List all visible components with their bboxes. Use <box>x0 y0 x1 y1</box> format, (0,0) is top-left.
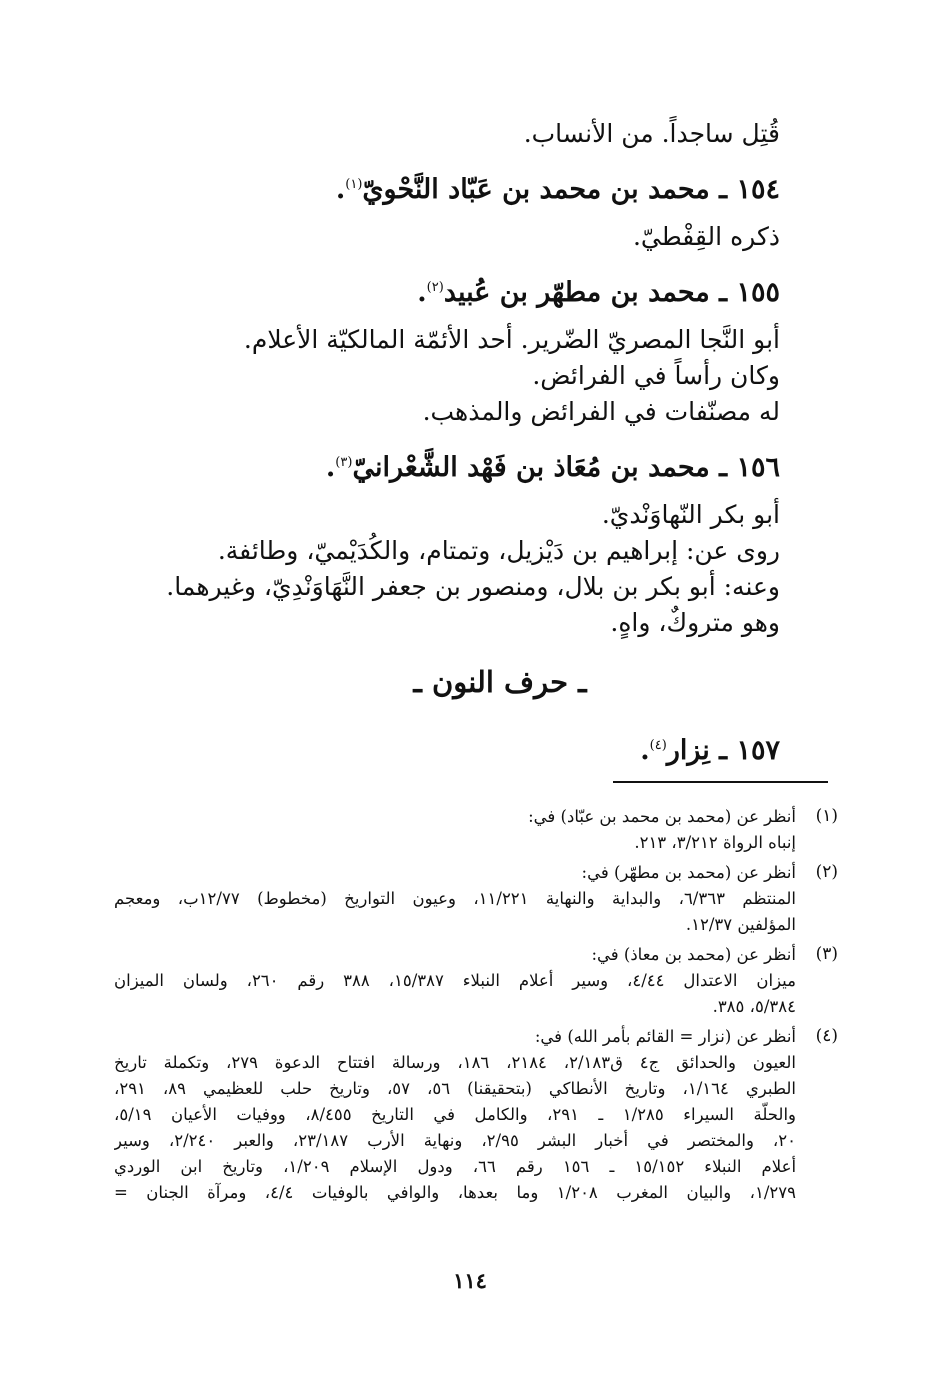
entry-number: ١٥٦ <box>736 452 780 483</box>
entry-name: محمد بن مطهّر بن عُبيد <box>443 277 710 308</box>
text-line: أبو بكر النّهاوَنْديّ. <box>601 500 780 529</box>
entry-name: محمد بن مُعَاذ بن فَهْد الشَّعْرانيّ <box>352 452 710 483</box>
entry-name: محمد بن محمد بن عَبّاد النَّحْويّ <box>362 174 710 205</box>
entry-name: نِزار <box>666 735 710 766</box>
page-number: ١١٤ <box>453 1268 487 1293</box>
text-line: أبو النَّجا المصريّ الضّرير. أحد الأئمّة المالكيّة الأعلام. <box>243 325 780 354</box>
footnote-line: أنظر عن (محمد بن معاذ) في: <box>591 945 796 964</box>
text-line: روى عن: إبراهيم بن دَيْزيل، وتمتام، والكُدَيْميّ، وطائفة. <box>217 536 780 565</box>
text-line: قُتِل ساجداً. من الأنساب. <box>523 119 780 148</box>
footnote-ref[interactable]: (١) <box>345 177 363 192</box>
footnote-number: (١) <box>815 806 838 826</box>
footnote-ref[interactable]: (٢) <box>426 280 444 295</box>
footnote-line: المؤلفين ١٢/٣٧. <box>685 915 796 934</box>
footnote-2 <box>114 860 836 938</box>
entry-number: ١٥٤ <box>736 174 780 205</box>
text-line: وعنه: أبو بكر بن بلال، ومنصور بن جعفر النَّهَاوَنْدِيّ، وغيرهما. <box>166 572 780 601</box>
footnote-ref[interactable]: (٣) <box>335 455 353 470</box>
footnote-1 <box>114 804 836 856</box>
footnote-line: ٢٠، والمختصر في أخبار البشر ٢/٩٥، ونهاية الأرب ٢٣/١٨٧، والعبر ٢/٢٤٠، وسير <box>114 1131 796 1150</box>
footnote-number: (٢) <box>815 862 838 882</box>
footnote-line: المنتظم ٦/٣٦٣، والبداية والنهاية ١١/٢٢١، وعيون التواريخ (مخطوط) ١٢/٧٧ب، ومعجم <box>114 889 796 908</box>
footnote-4 <box>114 1024 836 1206</box>
footnote-line: أنظر عن (نزار = القائم بأمر الله) في: <box>534 1027 796 1046</box>
text-line: وكان رأساً في الفرائض. <box>532 361 780 390</box>
text-line: وهو متروكٌ، واهٍ. <box>610 608 780 637</box>
footnote-line: أعلام النبلاء ١٥/١٥٢ ـ ١٥٦ رقم ٦٦، ودول الإسلام ١/٢٠٩، وتاريخ ابن الوردي <box>114 1157 796 1176</box>
footnote-line: أنظر عن (محمد بن مطهّر) في: <box>581 863 796 882</box>
footnote-line: الطبري ١/١٦٤، وتاريخ الأنطاكي (بتحقيقنا) ٥٦، ٥٧، وتاريخ حلب للعظيمي ٨٩، ٢٩١، <box>114 1079 796 1098</box>
entry-155: ١٥٥ ـ محمد بن مطهّر بن عُبيد$^{(٢)}$. <box>417 277 780 308</box>
footnote-3 <box>114 942 836 1020</box>
entry-157: ١٥٧ ـ نِزار$^{(٤)}$. <box>640 735 780 766</box>
footnote-line: ميزان الاعتدال ٤/٤٤، وسير أعلام النبلاء ١٥/٣٨٧، ٣٨٨ رقم ٢٦٠، ولسان الميزان <box>114 971 796 990</box>
footnote-line: إنباه الرواة ٣/٢١٢، ٢١٣. <box>634 833 796 852</box>
footnote-line: أنظر عن (محمد بن محمد بن عبّاد) في: <box>528 807 796 826</box>
entry-number: ١٥٥ <box>736 277 780 308</box>
section-heading: ـ حرف النون ـ <box>413 665 587 699</box>
text-line: ذكره القِفْطيّ. <box>632 222 780 251</box>
entry-number: ١٥٧ <box>736 735 780 766</box>
main-text <box>100 116 780 780</box>
footnotes <box>114 804 836 1210</box>
footnote-divider <box>613 781 828 783</box>
footnote-line: والحلّة السيراء ١/٢٨٥ ـ ٢٩١، والكامل في التاريخ ٨/٤٥٥، ووفيات الأعيان ٥/١٩، <box>114 1105 796 1124</box>
footnote-line: ١/٢٧٩، والبيان المغرب ١/٢٠٨ وما بعدها، والوافي بالوفيات ٤/٤، ومرآة الجنان = <box>114 1183 796 1202</box>
footnote-line: ٥/٣٨٤، ٣٨٥. <box>712 997 796 1016</box>
footnote-number: (٣) <box>815 944 838 964</box>
entry-156: ١٥٦ ـ محمد بن مُعَاذ بن فَهْد الشَّعْرانيّ$^{(٣)}$. <box>325 452 780 483</box>
footnote-number: (٤) <box>815 1026 838 1046</box>
text-line: له مصنّفات في الفرائض والمذهب. <box>422 397 780 426</box>
footnote-ref[interactable]: (٤) <box>649 738 667 753</box>
entry-154: ١٥٤ ـ محمد بن محمد بن عَبّاد النَّحْويّ$^{(١)}$. <box>335 174 780 205</box>
footnote-line: العيون والحدائق ج٤ ق٢/١٨٣، ٢١٨٤، ١٨٦، ورسالة افتتاح الدعوة ٢٧٩، وتكملة تاريخ <box>114 1053 796 1072</box>
